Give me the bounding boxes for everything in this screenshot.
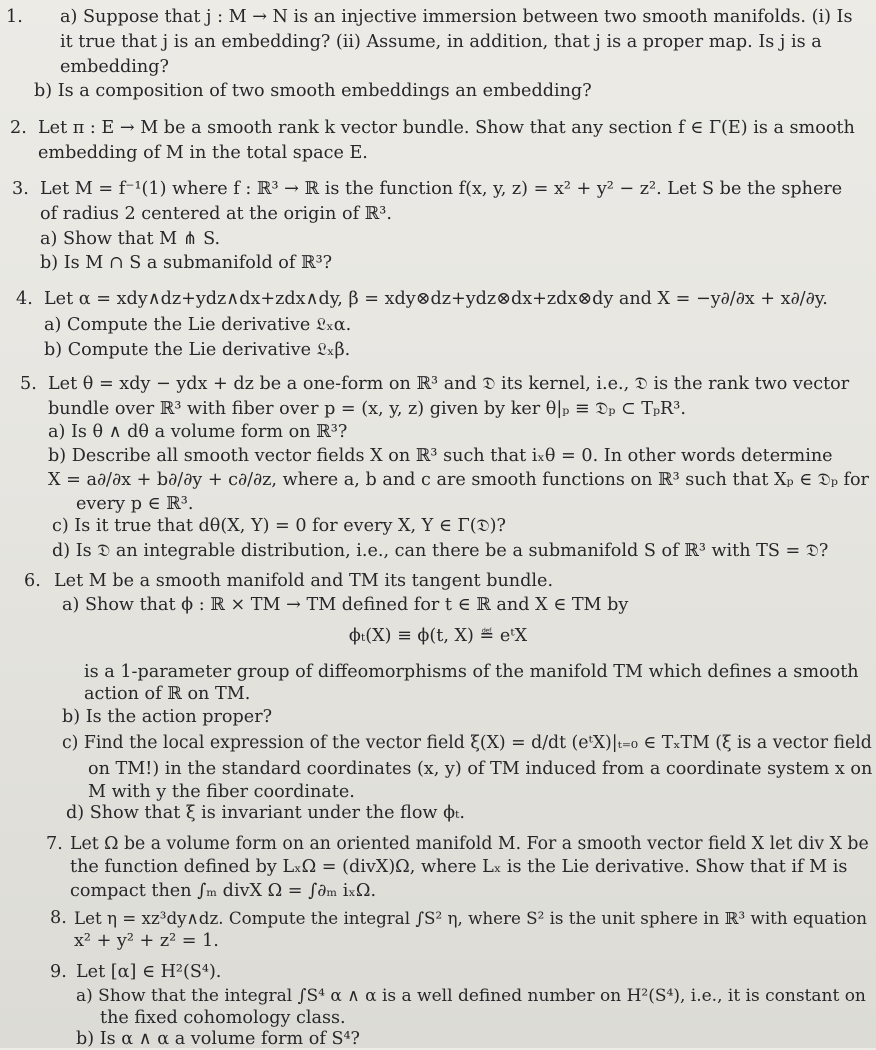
problem-8-number: 8. bbox=[50, 908, 67, 928]
problem-3-line: of radius 2 centered at the origin of ℝ³. bbox=[40, 204, 392, 224]
problem-9-line: b) Is α ∧ α a volume form of S⁴? bbox=[76, 1029, 360, 1049]
problem-6-line: c) Find the local expression of the vector field ξ(X) = d/dt (eᵗX)|ₜ₌₀ ∈ TₓTM (ξ is a vector field bbox=[62, 733, 872, 753]
problem-5-number: 5. bbox=[20, 374, 37, 394]
problem-7-line: the function defined by LₓΩ = (divX)Ω, where Lₓ is the Lie derivative. Show that if M is bbox=[70, 857, 848, 877]
problem-2-number: 2. bbox=[10, 118, 27, 138]
problem-4-number: 4. bbox=[16, 289, 33, 309]
problem-1-line: it true that j is an embedding? (ii) Assume, in addition, that j is a proper map. Is j is a bbox=[60, 32, 822, 52]
problem-3-line: a) Show that M ⋔ S. bbox=[40, 229, 221, 249]
problem-1-number: 1. bbox=[6, 7, 23, 27]
problem-2-line: embedding of M in the total space E. bbox=[38, 143, 368, 163]
problem-4-line: a) Compute the Lie derivative 𝔏ₓα. bbox=[44, 315, 352, 335]
problem-5-line: every p ∈ ℝ³. bbox=[76, 494, 194, 514]
problem-5-line: X = a∂/∂x + b∂/∂y + c∂/∂z, where a, b and c are smooth functions on ℝ³ such that Xₚ ∈ 𝔇ₚ for bbox=[48, 470, 869, 490]
problem-4-line: b) Compute the Lie derivative 𝔏ₓβ. bbox=[44, 340, 351, 360]
problem-3-line: Let M = f⁻¹(1) where f : ℝ³ → ℝ is the function f(x, y, z) = x² + y² − z². Let S be the sphere bbox=[40, 179, 843, 199]
problem-8-line: x² + y² + z² = 1. bbox=[74, 931, 219, 951]
problem-7-number: 7. bbox=[46, 834, 63, 854]
problem-5-line: c) Is it true that dθ(X, Y) = 0 for every X, Y ∈ Γ(𝔇)? bbox=[52, 516, 506, 536]
problem-6-line: a) Show that ϕ : ℝ × TM → TM defined for t ∈ ℝ and X ∈ TM by bbox=[62, 595, 629, 615]
problem-1-line: b) Is a composition of two smooth embeddings an embedding? bbox=[34, 81, 592, 101]
problem-9-line: the fixed cohomology class. bbox=[100, 1008, 346, 1028]
problem-6-line: ϕₜ(X) ≡ ϕ(t, X) ≝ eᵗX bbox=[348, 626, 528, 646]
problem-5-line: a) Is θ ∧ dθ a volume form on ℝ³? bbox=[48, 422, 348, 442]
problem-6-line: Let M be a smooth manifold and TM its tangent bundle. bbox=[54, 571, 554, 591]
problem-9-line: a) Show that the integral ∫S⁴ α ∧ α is a well defined number on H²(S⁴), i.e., it is constant on bbox=[76, 986, 866, 1006]
problem-5-line: bundle over ℝ³ with fiber over p = (x, y, z) given by ker θ|ₚ ≡ 𝔇ₚ ⊂ TₚR³. bbox=[48, 399, 686, 419]
problem-6-line: is a 1-parameter group of diffeomorphisms of the manifold TM which defines a smooth bbox=[84, 662, 859, 682]
problem-7-line: compact then ∫ₘ divX Ω = ∫∂ₘ iₓΩ. bbox=[70, 881, 377, 901]
problem-6-line: d) Show that ξ is invariant under the flow ϕₜ. bbox=[66, 803, 465, 823]
problem-9-line: Let [α] ∈ H²(S⁴). bbox=[76, 962, 222, 982]
problem-1-line: embedding? bbox=[60, 57, 169, 77]
problem-9-number: 9. bbox=[50, 962, 67, 982]
problem-2-line: Let π : E → M be a smooth rank k vector bundle. Show that any section f ∈ Γ(E) is a smooth bbox=[38, 118, 855, 138]
problem-4-line: Let α = xdy∧dz+ydz∧dx+zdx∧dy, β = xdy⊗dz+ydz⊗dx+zdx⊗dy and X = −y∂/∂x + x∂/∂y. bbox=[44, 289, 828, 309]
problem-6-number: 6. bbox=[24, 571, 41, 591]
problem-6-line: M with y the fiber coordinate. bbox=[88, 782, 355, 802]
problem-6-line: action of ℝ on TM. bbox=[84, 684, 251, 704]
problem-6-line: b) Is the action proper? bbox=[62, 707, 273, 727]
problem-6-line: on TM!) in the standard coordinates (x, y) of TM induced from a coordinate system x on bbox=[88, 759, 873, 779]
problem-5-line: Let θ = xdy − ydx + dz be a one-form on ℝ³ and 𝔇 its kernel, i.e., 𝔇 is the rank two vector bbox=[48, 374, 850, 394]
problem-7-line: Let Ω be a volume form on an oriented manifold M. For a smooth vector field X let div X be bbox=[70, 834, 869, 854]
problem-3-number: 3. bbox=[12, 179, 29, 199]
problem-5-line: b) Describe all smooth vector fields X on ℝ³ such that iₓθ = 0. In other words determine bbox=[48, 446, 833, 466]
problem-5-line: d) Is 𝔇 an integrable distribution, i.e., can there be a submanifold S of ℝ³ with TS = 𝔇? bbox=[52, 541, 829, 561]
problem-1-line: a) Suppose that j : M → N is an injective immersion between two smooth manifolds. (i) Is bbox=[60, 7, 853, 27]
problem-8-line: Let η = xz³dy∧dz. Compute the integral ∫S² η, where S² is the unit sphere in ℝ³ with equation bbox=[74, 908, 868, 928]
problem-3-line: b) Is M ∩ S a submanifold of ℝ³? bbox=[40, 253, 333, 273]
